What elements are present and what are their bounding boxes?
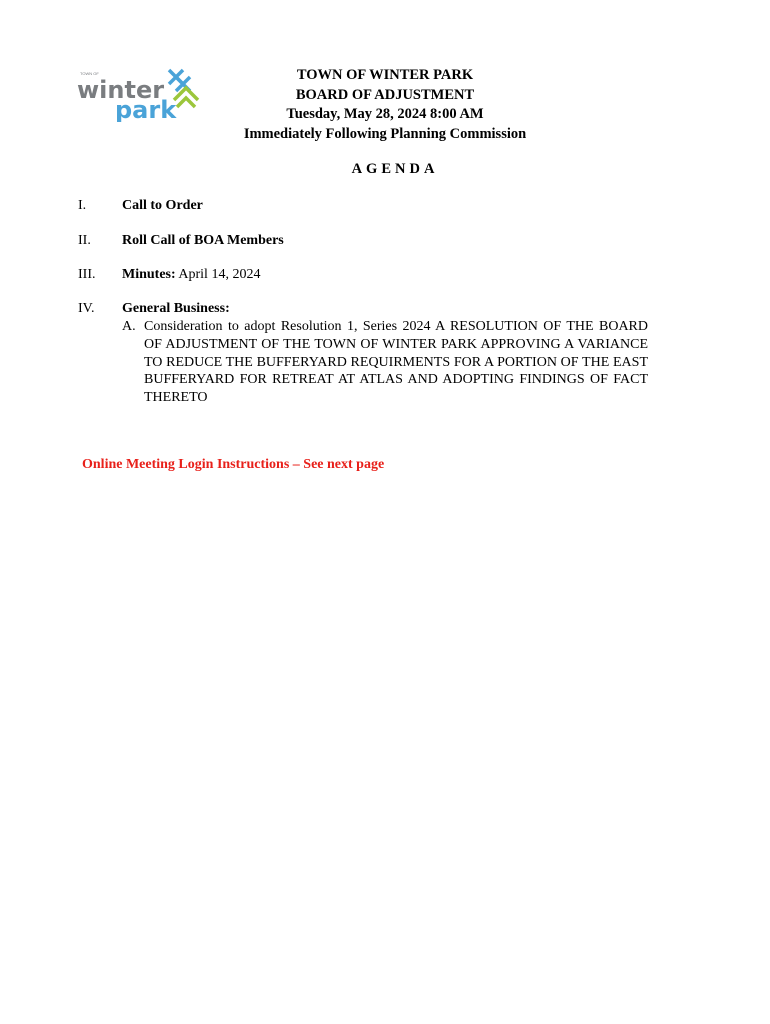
subitem-letter: A. bbox=[122, 319, 136, 334]
online-meeting-notice: Online Meeting Login Instructions – See next page bbox=[82, 457, 385, 472]
header-board: BOARD OF ADJUSTMENT bbox=[295, 86, 475, 103]
item-label: Call to Order bbox=[122, 198, 203, 213]
item-label: General Business: bbox=[122, 301, 230, 316]
subitem-text: Consideration to adopt Resolution 1, Series 2024 A RESOLUTION OF THE BOARD OF ADJUSTMENT OF THE TOWN OF WINTER PARK APPROVING A VARIANCE TO REDUCE THE BUFFERYARD REQUIRMENTS FOR A PORTION OF THE EAST BUFFERYARD FOR RETREAT AT ATLAS AND ADOPTING FINDINGS OF FACT THERETO bbox=[144, 319, 648, 406]
header-town: TOWN OF WINTER PARK bbox=[296, 67, 474, 83]
logo-word-winter: winter bbox=[77, 76, 165, 104]
logo-word-park: park bbox=[115, 96, 177, 122]
logo-small-text: TOWN OF bbox=[80, 71, 99, 76]
header-date: Tuesday, May 28, 2024 8:00 AM bbox=[286, 106, 484, 122]
item-label: Minutes: bbox=[122, 267, 176, 282]
town-logo bbox=[74, 66, 202, 122]
winter-park-logo-icon bbox=[74, 66, 202, 122]
document-header bbox=[200, 66, 570, 144]
agenda-title: AGENDA bbox=[351, 161, 439, 177]
item-label: Roll Call of BOA Members bbox=[122, 233, 284, 248]
item-number: II. bbox=[78, 233, 91, 248]
item-number: IV. bbox=[78, 301, 95, 316]
item-detail: April 14, 2024 bbox=[175, 267, 261, 282]
header-timing: Immediately Following Planning Commission bbox=[243, 125, 527, 142]
item-number: I. bbox=[78, 198, 87, 213]
agenda-subitem-a bbox=[122, 318, 648, 407]
item-number: III. bbox=[78, 267, 96, 282]
